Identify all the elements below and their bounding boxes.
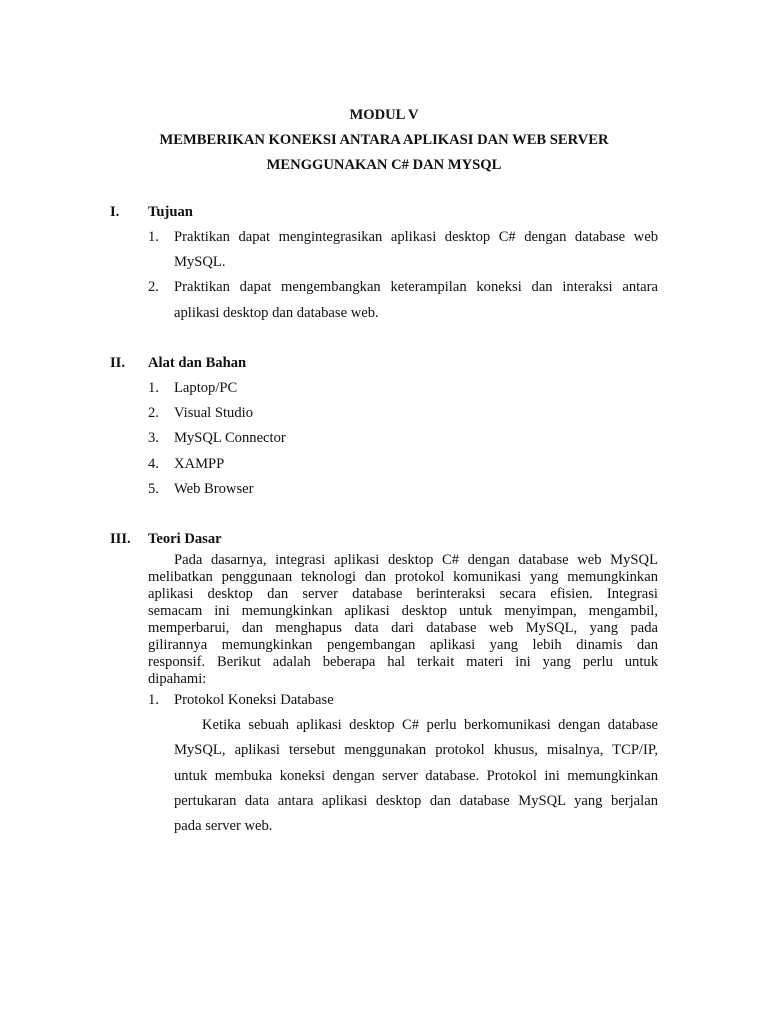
module-number-title: MODUL V (349, 107, 419, 123)
sub-list-item (148, 688, 658, 839)
module-title-line-1: MEMBERIKAN KONEKSI ANTARA APLIKASI DAN WEB SERVER (159, 132, 609, 149)
section-heading-alat-dan-bahan (110, 353, 246, 373)
list-index: 5. (148, 480, 159, 497)
list-index: 3. (148, 430, 159, 447)
list-item (148, 376, 658, 401)
sub-item-heading: Protokol Koneksi Database (174, 692, 334, 708)
paragraph-line: pertukaran data antara aplikasi desktop dan database MySQL yang berjalan (174, 792, 658, 809)
module-title-block (0, 103, 768, 179)
section-heading-teori-dasar (110, 529, 222, 549)
section-heading-tujuan (110, 202, 193, 222)
paragraph-line: memperbarui, dan menghapus data dari database web MySQL, yang pada (148, 620, 658, 636)
paragraph-line: untuk membuka koneksi dengan server database. Protokol ini memungkinkan (174, 767, 658, 784)
list-item-line: Praktikan dapat mengintegrasikan aplikasi desktop C# dengan database web (174, 229, 658, 245)
list-item-line: aplikasi desktop dan database web. (174, 304, 379, 321)
list-index: 2. (148, 405, 159, 422)
section-title: Tujuan (148, 204, 193, 220)
list-item-text: MySQL Connector (174, 430, 286, 447)
list-item-line: MySQL. (174, 254, 226, 271)
list-item-text: Web Browser (174, 480, 254, 497)
list-index: 2. (148, 279, 159, 296)
list-item (148, 452, 658, 477)
paragraph-line: Ketika sebuah aplikasi desktop C# perlu berkomunikasi dengan database (202, 717, 658, 734)
list-item (148, 401, 658, 426)
section-number: II. (110, 355, 126, 371)
paragraph-line: pada server web. (174, 818, 273, 835)
list-index: 1. (148, 692, 159, 708)
list-index: 1. (148, 380, 159, 396)
paragraph-line: aplikasi desktop dan server database berinteraksi secara efisien. Integrasi (148, 586, 658, 602)
tujuan-list (148, 225, 658, 326)
section-title: Alat dan Bahan (148, 355, 247, 371)
list-item-line: Praktikan dapat mengembangkan keterampilan koneksi dan interaksi antara (174, 279, 658, 296)
paragraph-line: responsif. Berikut adalah beberapa hal terkait materi ini yang perlu untuk (148, 654, 658, 670)
list-index: 4. (148, 455, 159, 472)
list-index: 1. (148, 229, 159, 245)
list-item-text: XAMPP (174, 455, 225, 472)
module-title-line-2: MENGGUNAKAN C# DAN MYSQL (266, 157, 502, 174)
paragraph-line: melibatkan penggunaan teknologi dan protokol komunikasi yang memungkinkan (148, 569, 658, 585)
paragraph-line: dipahami: (148, 671, 207, 687)
list-item (148, 477, 658, 502)
alat-list (148, 376, 658, 502)
paragraph-line: semacam ini memungkinkan aplikasi desktop untuk menyimpan, mengambil, (148, 603, 658, 619)
paragraph-line: gilirannya memungkinkan pengembangan aplikasi yang lebih dinamis dan (148, 637, 658, 653)
paragraph-line: MySQL, aplikasi tersebut menggunakan protokol khusus, misalnya, TCP/IP, (174, 742, 658, 759)
list-item-text: Laptop/PC (174, 380, 238, 396)
section-number: I. (110, 204, 120, 220)
list-item (148, 426, 658, 451)
list-item-text: Visual Studio (174, 405, 253, 422)
paragraph-line: Pada dasarnya, integrasi aplikasi desktop C# dengan database web MySQL (174, 552, 658, 568)
teori-paragraph (148, 552, 658, 839)
section-number: III. (110, 531, 131, 547)
list-item (148, 275, 658, 325)
list-item (148, 225, 658, 275)
section-title: Teori Dasar (148, 531, 222, 547)
